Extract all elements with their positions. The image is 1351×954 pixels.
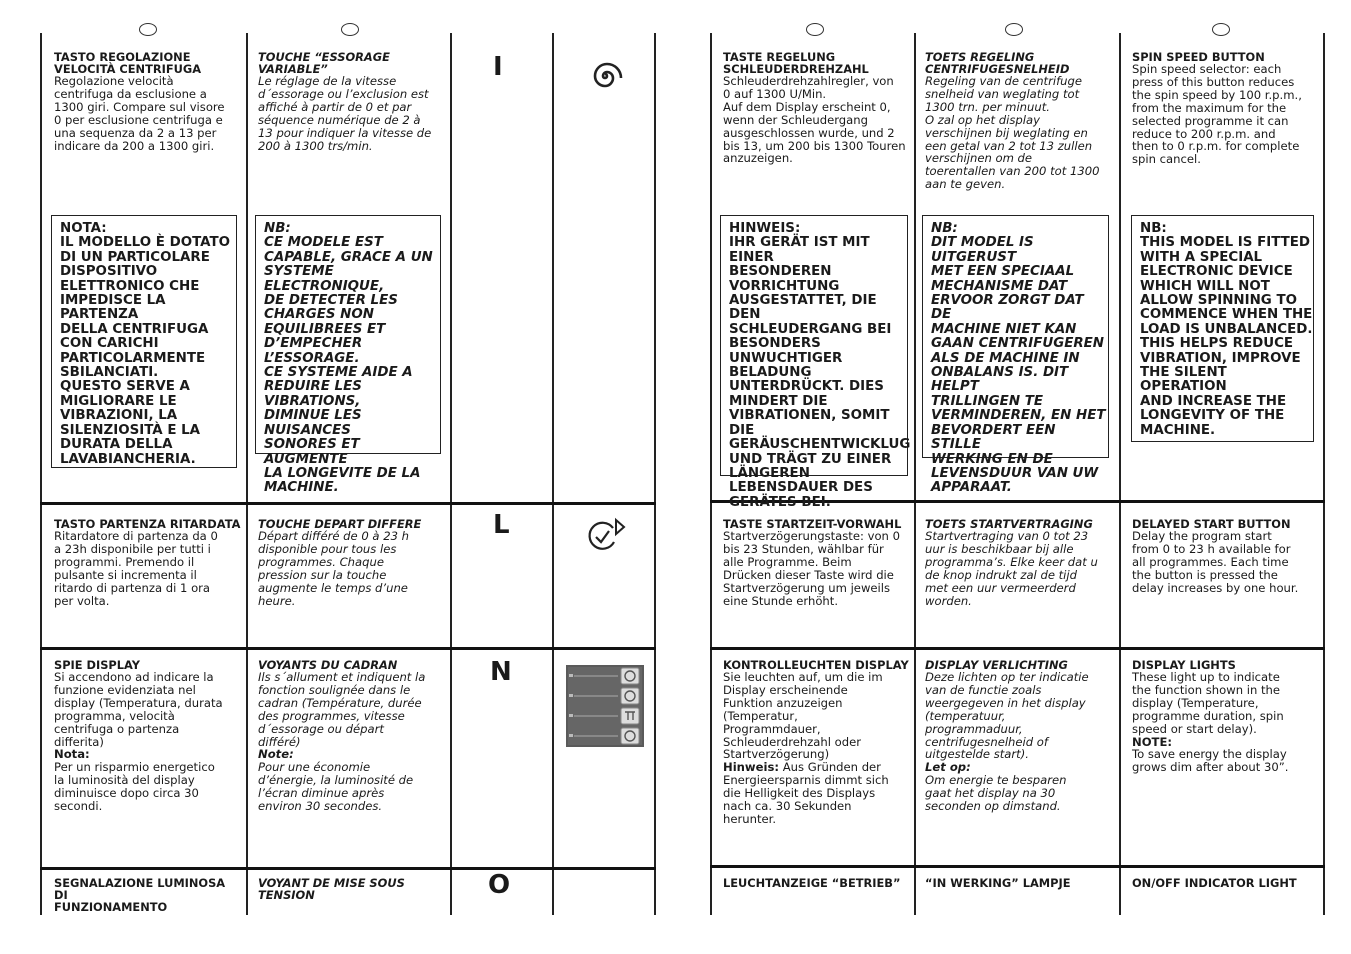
- section-title: KONTROLLEUCHTEN DISPLAY: [723, 658, 909, 672]
- section-title: LEUCHTANZEIGE “BETRIEB”: [723, 876, 901, 890]
- row-divider: [710, 647, 1325, 650]
- german-spin-note-box: HINWEIS: IHR GERÄT IST MIT EINER BESONDEREN VORRICHTUNG AUSGESTATTET, DIE DEN SCHLEUDERGANG BEI BESONDERS UNWUCHTIGER BELADUNG UNTERDRÜCKT. DIES MINDERT DIE VIBRATIONEN, SOMIT DIE GERÄUSCHENTWICKLUG UND TRÄGT ZU EINER LÄNGEREN LEBENSDAUER DES GERÄTES BEI.: [720, 215, 908, 476]
- italian-delay-section: [54, 518, 242, 607]
- section-title: SPIE DISPLAY: [54, 658, 141, 672]
- note-label: Let op:: [925, 760, 971, 775]
- note-label: NOTE:: [1132, 734, 1173, 749]
- french-spin-note-box: NB: CE MODELE EST CAPABLE, GRACE A UN SYSTEME ELECTRONIQUE, DE DETECTER LES CHARGES NON EQUILIBREES ET D’EMPECHER L’ESSORAGE. CE SYSTEME AIDE A REDUIRE LES VIBRATIONS, DIMINUE LES NUISANCES SONORES ET AUGMENTE LA LONGEVITE DE LA MACHINE.: [255, 215, 441, 454]
- row-letter: I: [493, 52, 503, 82]
- note-text: Pour une économie d’énergie, la luminosité de l’écran diminue après environ 30 secondes.: [258, 760, 414, 814]
- column-divider: [654, 33, 656, 915]
- row-divider: [40, 647, 656, 650]
- section-title: TOETS REGELING CENTRIFUGESNELHEID: [925, 50, 1070, 76]
- delayed-start-icon: [585, 516, 627, 554]
- italian-onoff-section: [54, 877, 242, 913]
- section-body: Startverzögerungstaste: von 0 bis 23 Stunden, wählbar für alle Programme. Beim Drücken dieser Taste wird die Startverzögerung um jeweils eine Stunde erhöht.: [723, 529, 900, 608]
- french-spin-section: [258, 51, 444, 152]
- section-title: TOUCHE DEPART DIFFERE: [258, 517, 422, 531]
- row-letter: O: [488, 870, 511, 900]
- row-letter: L: [493, 510, 510, 540]
- dutch-display-section: [925, 659, 1111, 813]
- section-body: Sie leuchten auf, um die im Display erscheinende Funktion anzuzeigen (Temperatur, Programmdauer, Schleuderdrehzahl oder Startverzögerung): [723, 670, 883, 762]
- french-onoff-section: [258, 877, 444, 901]
- note-text: To save energy the display grows dim after about 30”.: [1132, 747, 1289, 775]
- column-divider: [450, 33, 452, 915]
- section-title: TOETS STARTVERTRAGING: [925, 517, 1093, 531]
- section-body: Regolazione velocità centrifuga da esclusione a 1300 giri. Compare sul visore 0 per esclusione centrifuga e una sequenza da 2 a 13 per indicare da 200 a 1300 giri.: [54, 74, 225, 153]
- binder-hole: [1212, 23, 1230, 36]
- english-display-section: [1132, 659, 1316, 774]
- spiral-spin-icon: [587, 58, 623, 94]
- dutch-onoff-section: [925, 877, 1111, 889]
- dutch-spin-section: [925, 51, 1111, 191]
- section-title: TASTE STARTZEIT-VORWAHL: [723, 517, 902, 531]
- italian-spin-section: [54, 51, 242, 152]
- section-body: Startvertraging van 0 tot 23 uur is beschikbaar bij alle programma’s. Elke keer dat u de knop indrukt zal de tijd met een uur vermeerderd worden.: [925, 529, 1098, 608]
- section-body: Ils s´allument et indiquent la fonction soulignée dans le cadran (Température, durée des programmes, vitesse d´essorage ou départ différé): [258, 670, 426, 749]
- french-delay-section: [258, 518, 444, 607]
- note-text: Per un risparmio energetico la luminosità del display diminuisce dopo circa 30 secondi.: [54, 760, 215, 814]
- row-letter: N: [490, 657, 512, 687]
- left-page-border: [40, 33, 42, 915]
- section-body: Le réglage de la vitesse d´essorage ou l’exclusion est affiché à partir de 0 et par séquence numérique de 2 à 13 pour indiquer la vitesse de 200 à 1300 trs/min.: [258, 74, 432, 153]
- note-text: Om energie te besparen gaat het display na 30 seconden op dimstand.: [925, 773, 1067, 814]
- section-body: These light up to indicate the function shown in the display (Temperature, programme duration, spin speed or start delay).: [1132, 670, 1284, 736]
- section-title: TOUCHE “ESSORAGE VARIABLE”: [258, 50, 390, 76]
- italian-spin-note-box: NOTA: IL MODELLO È DOTATO DI UN PARTICOLARE DISPOSITIVO ELETTRONICO CHE IMPEDISCE LA PARTENZA DELLA CENTRIFUGA CON CARICHI PARTICOLARMENTE SBILANCIATI. QUESTO SERVE A MIGLIORARE LE VIBRAZIONI, LA SILENZIOSITÀ E LA DURATA DELLA LAVABIANCHERIA.: [51, 215, 237, 468]
- section-body: Départ différé de 0 à 23 h disponible pour tous les programmes. Chaque pression sur la touche augmente le temps d’une heure.: [258, 529, 410, 608]
- german-delay-section: [723, 518, 909, 607]
- section-title: SEGNALAZIONE LUMINOSA DI FUNZIONAMENTO: [54, 876, 226, 914]
- note-label: Note:: [258, 747, 294, 762]
- section-title: “IN WERKING” LAMPJE: [925, 876, 1071, 890]
- german-spin-section: [723, 51, 909, 165]
- french-display-section: [258, 659, 444, 813]
- section-title: SPIN SPEED BUTTON: [1132, 50, 1265, 64]
- right-page-border: [710, 33, 712, 915]
- binder-hole: [1005, 23, 1023, 36]
- section-title: VOYANT DE MISE SOUS TENSION: [258, 876, 405, 902]
- note-label: Nota:: [54, 747, 90, 762]
- section-body: Spin speed selector: each press of this button reduces the spin speed by 100 r.p.m., from the maximum for the selected programme it can reduce to 200 r.p.m. and then to 0 r.p.m. for complete spin cancel.: [1132, 62, 1302, 167]
- row-divider: [40, 867, 656, 870]
- section-title: TASTE REGELUNG SCHLEUDERDREHZAHL: [723, 50, 869, 76]
- italian-display-section: [54, 659, 242, 813]
- section-body: Si accendono ad indicare la funzione evidenziata nel display (Temperatura, durata programma, velocità centrifuga o partenza differita): [54, 670, 223, 749]
- section-title: ON/OFF INDICATOR LIGHT: [1132, 876, 1297, 890]
- english-delay-section: [1132, 518, 1316, 595]
- binder-hole: [139, 23, 157, 36]
- german-display-section: [723, 659, 909, 826]
- section-title: VOYANTS DU CADRAN: [258, 658, 398, 672]
- column-divider: [914, 33, 916, 915]
- section-title: TASTO PARTENZA RITARDATA: [54, 517, 241, 531]
- column-divider: [552, 33, 554, 915]
- english-spin-section: [1132, 51, 1316, 166]
- note-label: Hinweis:: [723, 760, 780, 775]
- row-divider: [710, 865, 1325, 868]
- section-title: TASTO REGOLAZIONE VELOCITÀ CENTRIFUGA: [54, 50, 202, 76]
- column-divider: [1119, 33, 1121, 915]
- column-divider: [246, 33, 248, 915]
- section-title: DELAYED START BUTTON: [1132, 517, 1291, 531]
- dutch-delay-section: [925, 518, 1111, 607]
- english-onoff-section: [1132, 877, 1316, 889]
- binder-hole: [341, 23, 359, 36]
- german-onoff-section: [723, 877, 909, 889]
- section-body: Regeling van de centrifuge snelheid van weglating tot 1300 trn. per minuut. O zal op het display verschijnen bij weglating en een getal van 2 tot 13 zullen verschijnen om de toerentallen van 200 tot 1300 aan te geven.: [925, 74, 1100, 192]
- display-lights-panel: [566, 665, 644, 747]
- row-divider: [40, 502, 656, 505]
- right-page-border: [1323, 33, 1325, 915]
- section-body: Delay the program start from 0 to 23 h available for all programmes. Each time the button is pressed the delay increases by one hour.: [1132, 529, 1299, 595]
- section-title: DISPLAY VERLICHTING: [925, 658, 1068, 672]
- english-spin-note-box: NB: THIS MODEL IS FITTED WITH A SPECIAL ELECTRONIC DEVICE WHICH WILL NOT ALLOW SPINNING TO COMMENCE WHEN THE LOAD IS UNBALANCED. THIS HELPS REDUCE VIBRATION, IMPROVE THE SILENT OPERATION AND INCREASE THE LONGEVITY OF THE MACHINE.: [1131, 215, 1314, 442]
- section-body: Ritardatore di partenza da 0 a 23h disponibile per tutti i programmi. Premendo il pulsante si incrementa il ritardo di partenza di 1 ora per volta.: [54, 529, 218, 608]
- section-body: Deze lichten op ter indicatie van de functie zoals weergegeven in het display (temperatuur, programmaduur, centrifugesnelheid of uitgestelde start).: [925, 670, 1089, 762]
- dutch-spin-note-box: NB: DIT MODEL IS UITGERUST MET EEN SPECIAAL MECHANISME DAT ERVOOR ZORGT DAT DE MACHINE NIET KAN GAAN CENTRIFUGEREN ALS DE MACHINE IN ONBALANS IS. DIT HELPT TRILLINGEN TE VERMINDEREN, EN HET BEVORDERT EEN STILLE WERKING EN DE LEVENSDUUR VAN UW APPARAAT.: [922, 215, 1109, 458]
- binder-hole: [806, 23, 824, 36]
- note-text: Aus Gründen der Energieersparnis dimmt sich die Helligkeit des Displays nach ca. 30 Sekunden herunter.: [723, 760, 889, 826]
- section-body: Schleuderdrehzahlregler, von 0 auf 1300 U/Min. Auf dem Display erscheint 0, wenn der Schleudergang ausgeschlossen wurde, und 2 bis 13, um 200 bis 1300 Touren anzuzeigen.: [723, 74, 906, 166]
- section-title: DISPLAY LIGHTS: [1132, 658, 1236, 672]
